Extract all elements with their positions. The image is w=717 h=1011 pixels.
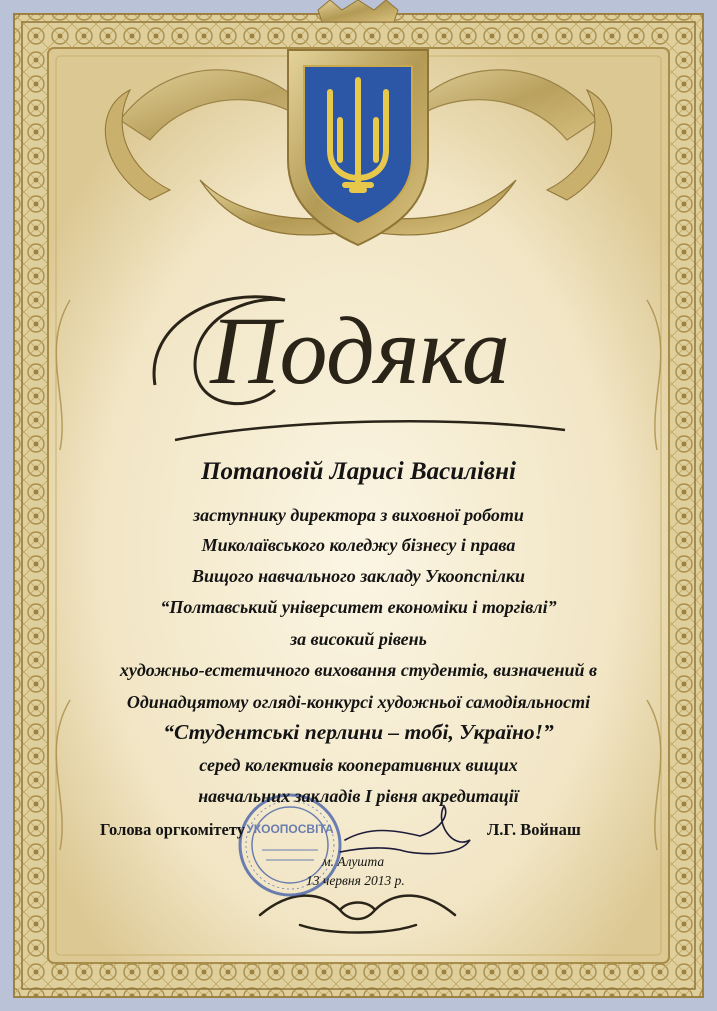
contest-title: “Студентські перлини – тобі, Україно!” <box>163 720 554 744</box>
signature-label: Голова оргкомітету <box>100 820 245 839</box>
svg-text:УКООПОСВІТА: УКООПОСВІТА <box>246 822 334 836</box>
body-line: Миколаївського коледжу бізнесу і права <box>201 535 516 555</box>
body-line: “Полтавський університет економіки і торгівлі” <box>160 597 557 617</box>
body-line: Вищого навчального закладу Укоопспілки <box>191 566 526 586</box>
page-title <box>135 265 585 455</box>
body-line: художньо-естетичного виховання студентів, визначений в <box>119 660 598 680</box>
closing-line: серед колективів кооперативних вищих <box>199 755 518 775</box>
recipient-name: Потаповій Ларисі Василівні <box>201 458 516 485</box>
date-label: 13 червня 2013 р. <box>306 873 405 888</box>
body-line: Одинадцятому огляді-конкурсі художньої самодіяльності <box>126 692 591 712</box>
place-label: м. Алушта <box>322 854 385 869</box>
closing-line: навчальних закладів І рівня акредитації <box>198 786 519 806</box>
body-line: за високий рівень <box>290 629 427 649</box>
signatory-name: Л.Г. Войнаш <box>487 820 581 839</box>
page-title-text: Подяка <box>210 297 510 404</box>
body-line: заступнику директора з виховної роботи <box>193 505 524 525</box>
